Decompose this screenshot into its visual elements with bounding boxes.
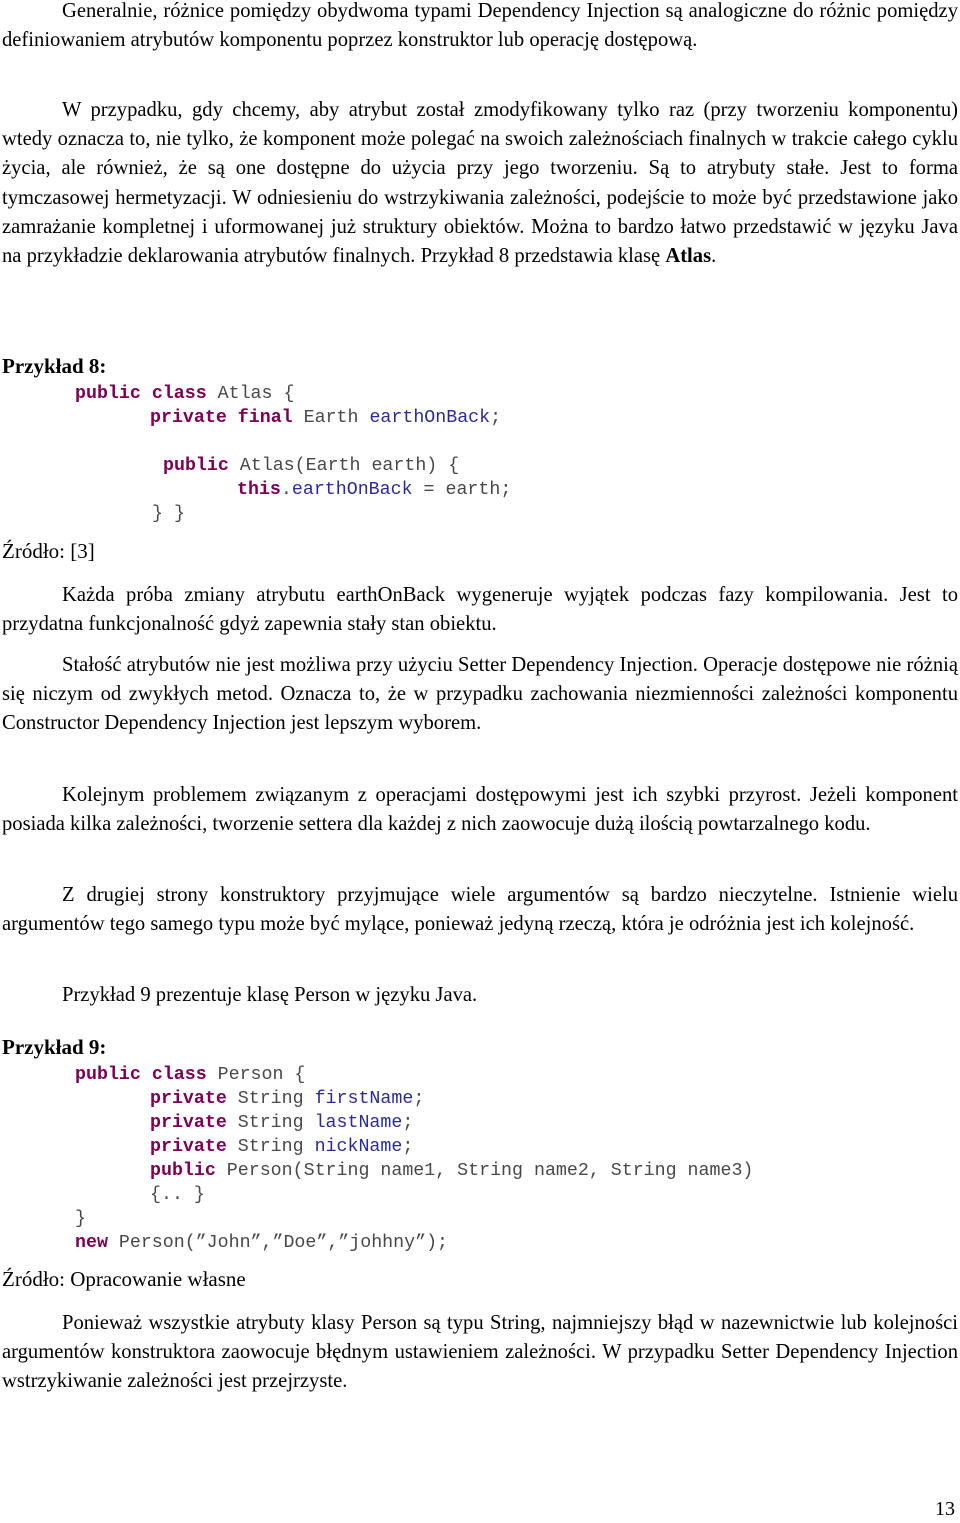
code-line: }	[75, 1209, 86, 1229]
code-line: new Person(”John”,”Doe”,”johhny”);	[75, 1233, 449, 1253]
paragraph-person-strings: Ponieważ wszystkie atrybuty klasy Person są typu String, najmniejszy błąd w nazewnictwie lub kolejności argumentów konstruktora zaowocuje błędnym ustawieniem zależności. W przypadku Setter Dependency Injection wstrzykiwanie zależności jest przejrzyste.	[2, 1312, 958, 1393]
code-line: private String firstName;	[150, 1089, 425, 1109]
paragraph-setter-immutability: Stałość atrybutów nie jest możliwa przy użyciu Setter Dependency Injection. Operacje dostępowe nie różnią się niczym od zwykłych metod. Oznacza to, że w przypadku zachowania niezmienności zależności komponentu Constructor Dependency Injection jest lepszym wyborem.	[2, 654, 958, 735]
page-number: 13	[935, 1498, 955, 1520]
code-line: private String lastName;	[150, 1113, 414, 1133]
code-line: public class Atlas {	[75, 384, 295, 404]
code-line: } }	[152, 504, 185, 524]
code-line: {.. }	[150, 1185, 205, 1205]
example-9-heading: Przykład 9:	[2, 1035, 107, 1059]
paragraph-compile-error: Każda próba zmiany atrybutu earthOnBack wygeneruje wyjątek podczas fazy kompilowania. Jest to przydatna funkcjonalność gdyż zapewnia stały stan obiektu.	[2, 584, 958, 636]
example-8-source: Źródło: [3]	[2, 539, 95, 563]
code-line: private String nickName;	[150, 1137, 414, 1157]
paragraph-final-attributes	[2, 96, 958, 271]
example-9-source: Źródło: Opracowanie własne	[2, 1267, 246, 1291]
paragraph-example-9-intro: Przykład 9 prezentuje klasę Person w języku Java.	[62, 984, 478, 1006]
code-line: private final Earth earthOnBack;	[150, 408, 502, 428]
paragraph-intro: Generalnie, różnice pomiędzy obydwoma typami Dependency Injection są analogiczne do różnic pomiędzy definiowaniem atrybutów komponentu poprzez konstruktor lub operację dostępową.	[2, 0, 958, 52]
code-line: public Person(String name1, String name2, String name3)	[150, 1161, 754, 1181]
code-line: public Atlas(Earth earth) {	[163, 456, 460, 476]
code-line: this.earthOnBack = earth;	[237, 480, 512, 500]
paragraph-setter-growth: Kolejnym problemem związanym z operacjami dostępowymi jest ich szybki przyrost. Jeżeli komponent posiada kilka zależności, tworzenie settera dla każdej z nich zaowocuje dużą ilością powtarzalnego kodu.	[2, 784, 958, 836]
code-line: public class Person {	[75, 1065, 306, 1085]
paragraph-constructor-args: Z drugiej strony konstruktory przyjmujące wiele argumentów są bardzo nieczytelne. Istnienie wielu argumentów tego samego typu może być mylące, ponieważ jedyną rzeczą, która je odróżnia jest ich kolejność.	[2, 884, 958, 936]
class-name-atlas: Atlas	[665, 245, 712, 268]
example-8-heading: Przykład 8:	[2, 354, 107, 378]
paragraph-text: W przypadku, gdy chcemy, aby atrybut został zmodyfikowany tylko raz (przy tworzeniu komponentu) wtedy oznacza to, nie tylko, że komponent może polegać na swoich zależnościach finalnych w trakcie całego cyklu życia, ale również, że są one dostępne do użycia przy jego tworzeniu. Są to atrybuty stałe. Jest to forma tymczasowej hermetyzacji. W odniesieniu do wstrzykiwania zależności, podejście to może być przedstawione jako zamrażanie kompletnej i uformowanej już struktury obiektów. Można to bardzo łatwo przedstawić w języku Java na przykładzie deklarowania atrybutów finalnych. Przykład 8 przedstawia klasę	[2, 99, 958, 268]
paragraph-end: .	[711, 245, 717, 268]
